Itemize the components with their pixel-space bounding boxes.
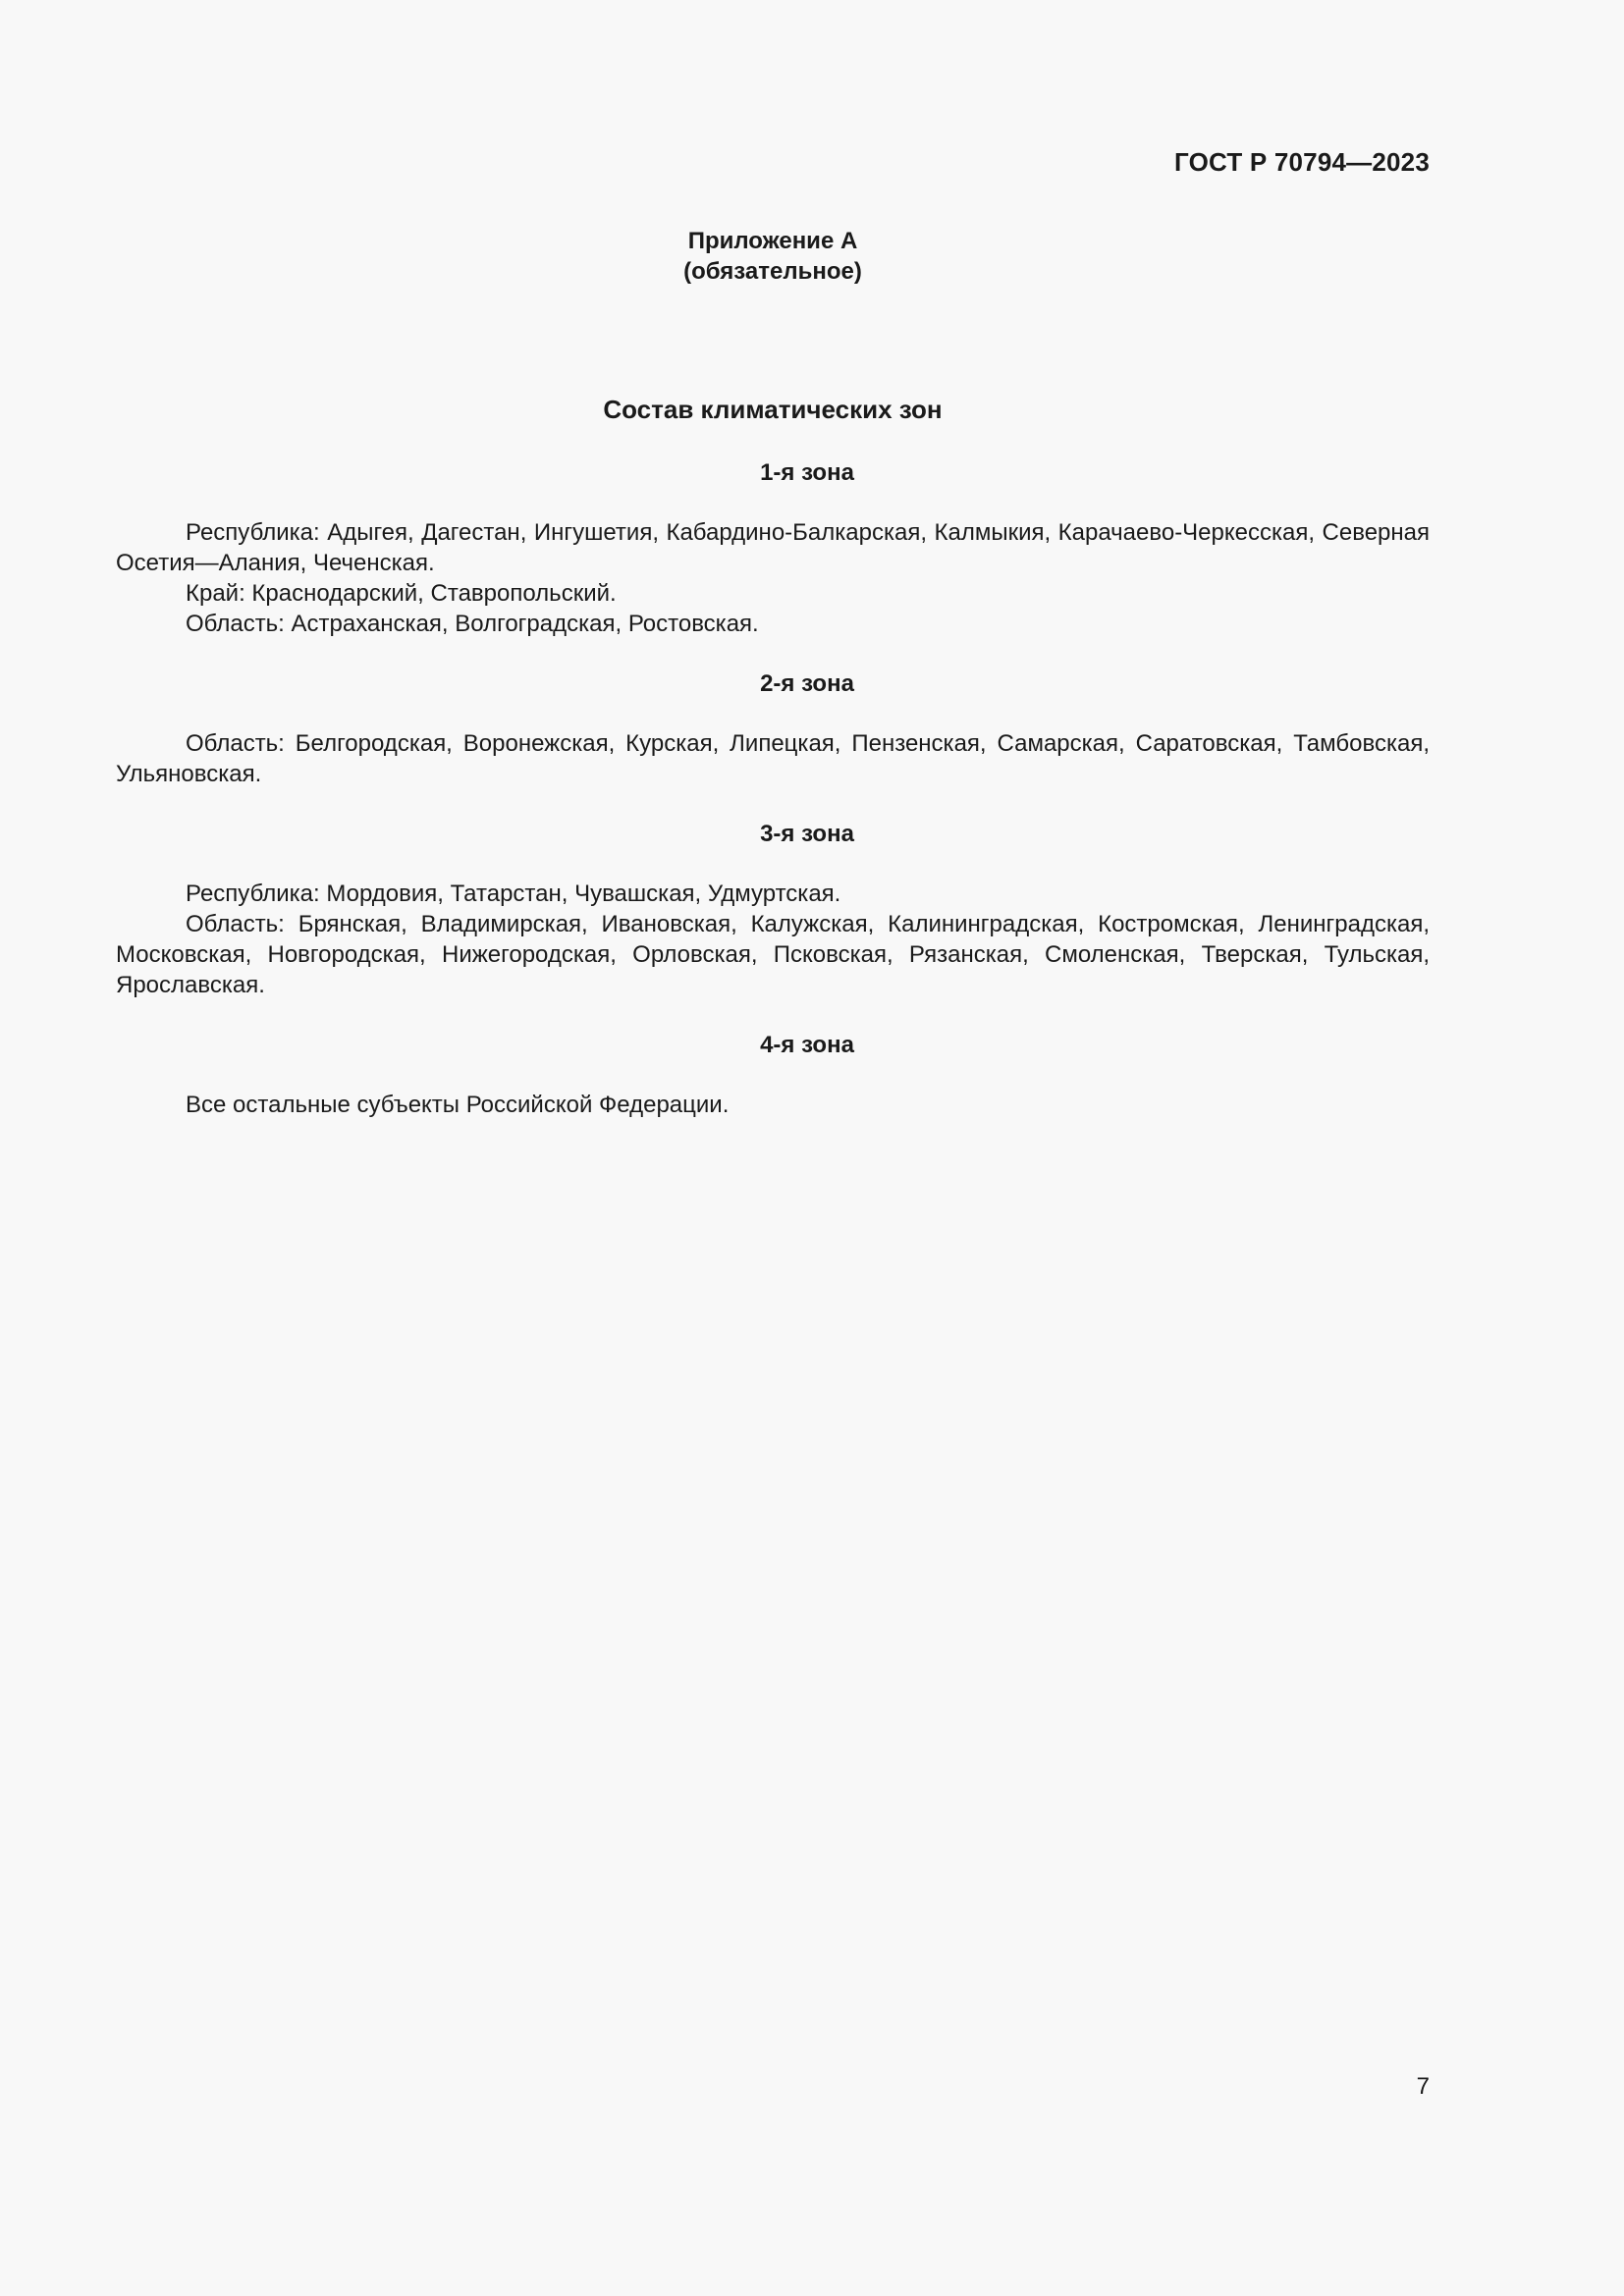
zone-1 [116,457,1430,639]
document-page [116,0,1430,2296]
appendix-title: Приложение А [687,228,858,254]
zone-paragraph: Край: Краснодарский, Ставропольский. [186,580,617,607]
zone-2 [116,668,1430,789]
zone-paragraph: Республика: Мордовия, Татарстан, Чувашская, Удмуртская. [186,881,841,907]
zone-paragraph: Республика: Адыгея, Дагестан, Ингушетия, Кабардино-Балкарская, Калмыкия, Карачаево-Черкесская, Северная Осетия—Алания, Чеченская. [116,519,1430,576]
zone-paragraph: Область: Брянская, Владимирская, Ивановская, Калужская, Калининградская, Костромская, Ленинградская, Московская, Новгородская, Нижегородская, Орловская, Псковская, Рязанская, Смоленская, Тверская, Тульская, Ярославская. [116,911,1430,998]
zone-3 [116,819,1430,1000]
appendix-status: (обязательное) [683,258,862,285]
zone-heading: 2-я зона [760,670,854,697]
zone-paragraph: Область: Белгородская, Воронежская, Курская, Липецкая, Пензенская, Самарская, Саратовская, Тамбовская, Ульяновская. [116,730,1430,787]
zone-paragraph: Область: Астраханская, Волгоградская, Ростовская. [186,611,759,637]
zone-4 [116,1030,1430,1120]
zones-content [116,457,1430,1149]
appendix-header [116,226,1430,287]
zone-heading: 4-я зона [760,1032,854,1058]
zone-heading: 3-я зона [760,821,854,847]
page-number: 7 [1416,2073,1430,2100]
document-code: ГОСТ Р 70794—2023 [1174,147,1430,177]
section-title: Состав климатических зон [603,395,943,424]
zone-paragraph: Все остальные субъекты Российской Федерации. [186,1092,730,1118]
zone-heading: 1-я зона [760,459,854,486]
